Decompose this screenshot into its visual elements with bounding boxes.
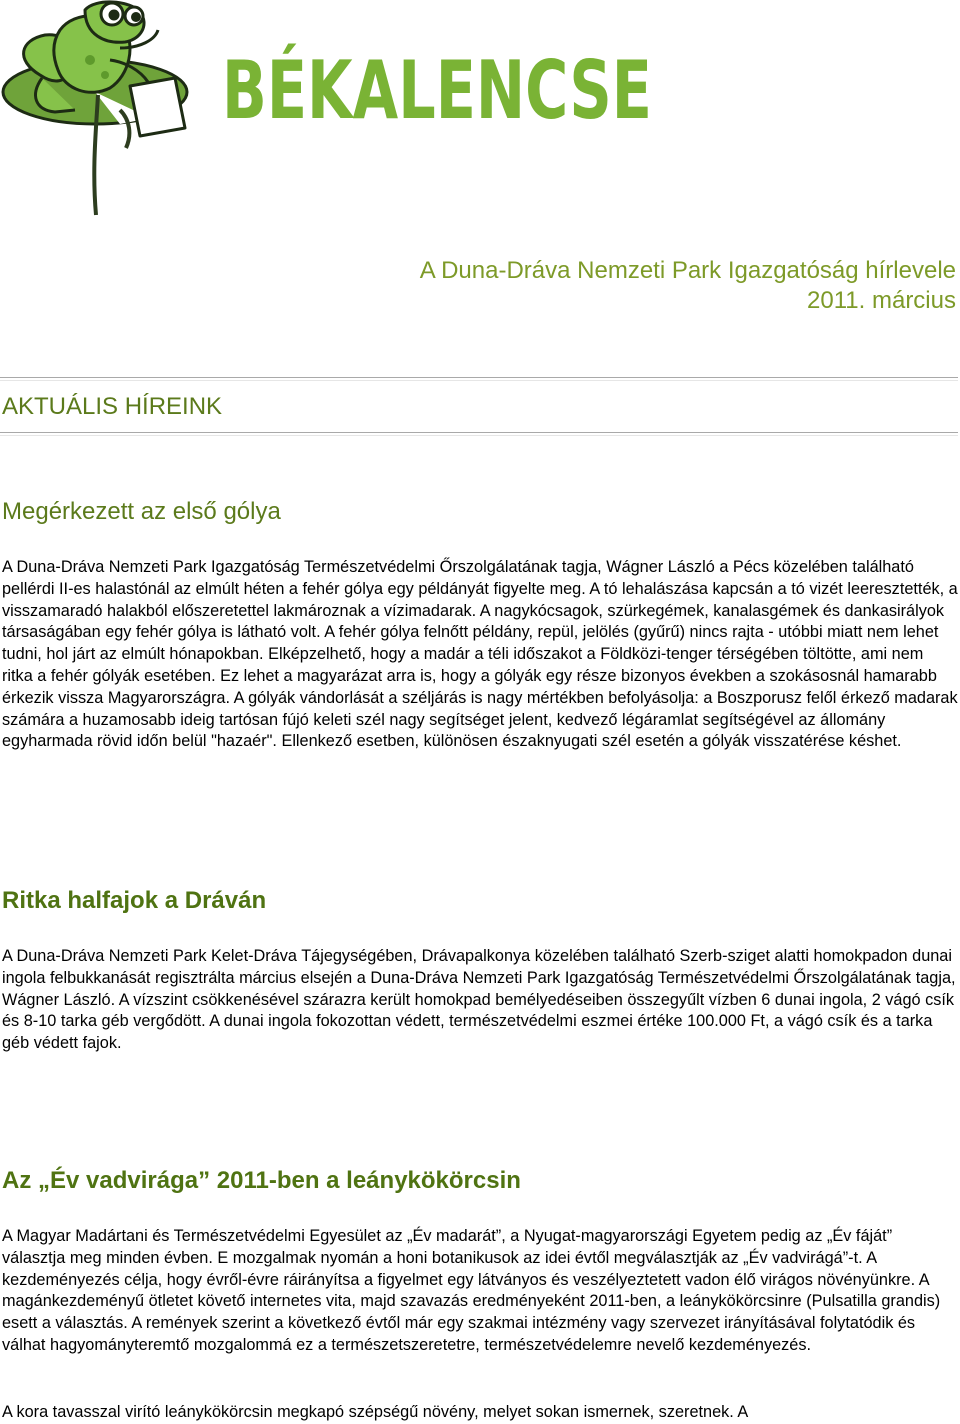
brand-wordmark: BÉKALENCSE <box>222 44 807 137</box>
bekalencse-logo <box>0 0 807 225</box>
article-body: A Duna-Dráva Nemzeti Park Kelet-Dráva Tájegységében, Drávapalkonya közelében található Szerb-sziget alatti homokpadon dunai ingola felbukkanását regisztrálta március elsején a Duna-Dráva Nemzeti Park Igazgatóság Természetvédelmi Őrszolgálatának tagja, Wágner László. A vízszint csökkenésével szárazra került homokpad bemélyedéseiben összegyűlt vízben 6 dunai ingola, 2 vágó csík és 8-10 tarka géb vergődött. A dunai ingola fokozottan védett, természetvédelmi eszmei értéke 100.000 Ft, a vágó csík és a tarka géb védett fajok. <box>2 947 956 1053</box>
divider <box>0 432 958 436</box>
article-body-continued: A kora tavasszal virító leánykökörcsin megkapó szépségű növény, melyet sokan ismernek, szeretnek. A <box>2 1403 749 1421</box>
divider <box>0 377 958 381</box>
newsletter-subtitle <box>420 256 956 316</box>
article-title: Megérkezett az első gólya <box>2 498 281 525</box>
newsletter-title: A Duna-Dráva Nemzeti Park Igazgatóság hírlevele <box>419 257 956 284</box>
section-title: AKTUÁLIS HÍREINK <box>2 393 223 420</box>
article-body: A Duna-Dráva Nemzeti Park Igazgatóság Természetvédelmi Őrszolgálatának tagja, Wágner László a Pécs közelében található pellérdi II-es halastónál az elmúlt héten a fehér gólya egy példányát figyelte meg. A tó lehalászása kapcsán a tó vizét leeresztették, a visszamaradó halakból előszeretettel lakmároznak a vízimadarak. A nagykócsagok, szürkegémek, kanalasgémek és dankasirályok társaságában egy fehér gólya is látható volt. A fehér gólya felnőtt példány, repül, jelölés (gyűrű) nincs rajta - utóbbi miatt nem lehet tudni, hol járt az elmúlt hónapokban. Elképzelhető, hogy a madár a téli időszakot a Földközi-tenger térségében töltötte, ami nem ritka a fehér gólyák esetében. Ez lehet a magyarázat arra is, hogy a gólyák egy része bizonyos években a szokásosnál hamarabb érkezik vissza Magyarországra. A gólyák vándorlását a széljárás is nagy mértékben befolyásolja: a Boszporusz felől érkező madarak számára a huzamosabb ideig tartósan fújó keleti szél nagy segítséget jelent, kedvező légáramlat segítségével az állomány egyharmada rövid időn belül "hazaér". Ellenkező esetben, különösen északnyugati szél esetén a gólyák visszatérése késhet. <box>2 558 958 751</box>
newsletter-date: 2011. március <box>807 287 956 314</box>
article-title: Ritka halfajok a Dráván <box>2 887 267 914</box>
article-body: A Magyar Madártani és Természetvédelmi Egyesület az „Év madarát”, a Nyugat-magyarországi Egyetem pedig az „Év fáját” választja meg minden évben. E mozgalmak nyomán a honi botanikusok az idei évtől megválasztják az „Év vadvirágá”-t. A kezdeményezés célja, hogy évről-évre ráirányítsa a figyelmet egy látványos és veszélyeztetett vadon élő virágos növényünkre. A magánkezdeményű ötletet követő internetes vita, majd szavazás eredményeként 2011-ben, a leánykökörcsinre (Pulsatilla grandis) esett a választás. A remények szerint a következő évtől már egy szakmai intézmény vagy szervezet irányításával folytatódik és válhat hagyományteremtő mozgalommá ez a természetszeretetre, természetvédelemre nevelő kezdeményezés. <box>2 1227 941 1354</box>
article-title: Az „Év vadvirága” 2011-ben a leánykökörcsin <box>2 1167 521 1194</box>
